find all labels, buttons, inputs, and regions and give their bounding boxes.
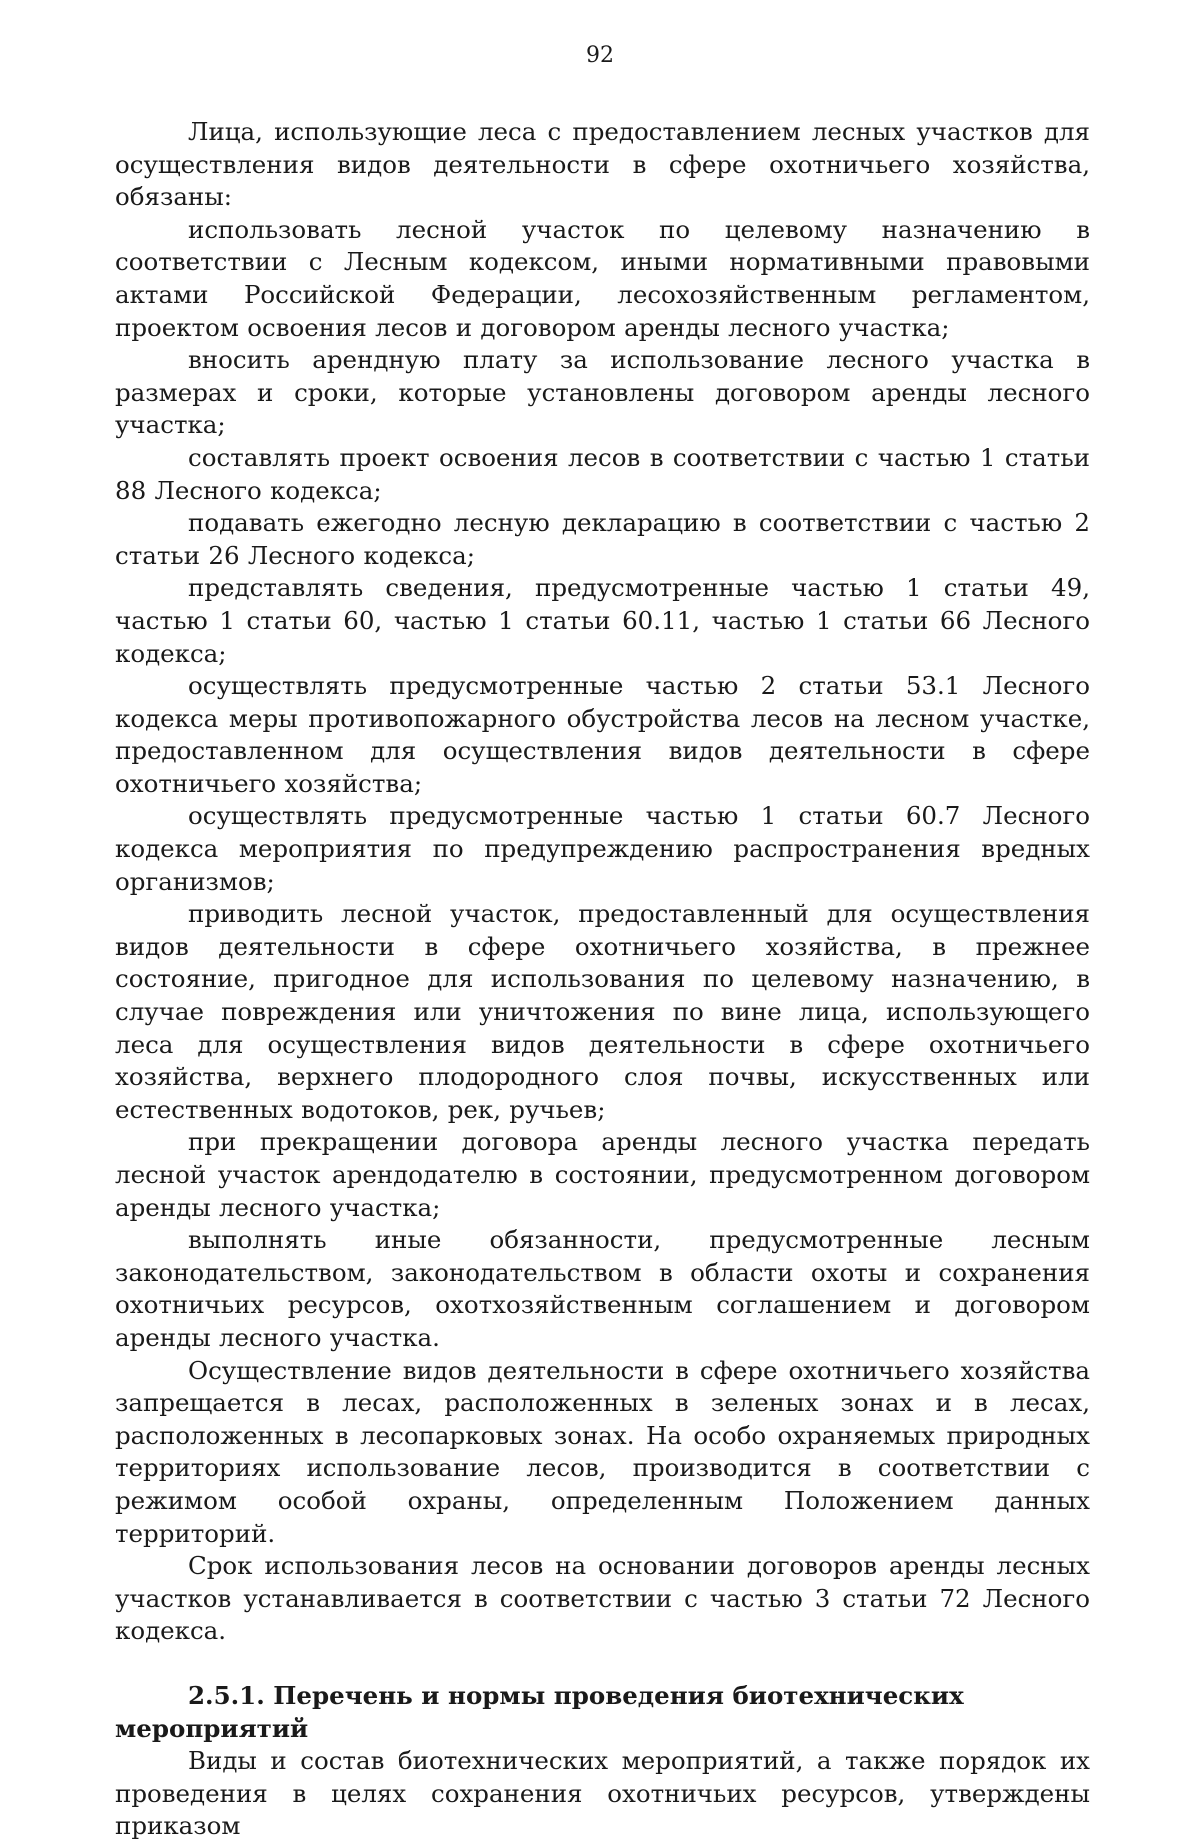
page-number: 92 — [586, 43, 614, 68]
section-heading: 2.5.1. Перечень и нормы проведения биотехнических мероприятий — [115, 1680, 964, 1743]
paragraph: вносить арендную плату за использование лесного участка в размерах и сроки, которые установлены договором аренды лесного участка; — [115, 345, 1090, 440]
paragraph: выполнять иные обязанности, предусмотренные лесным законодательством, законодательством в области охоты и сохранения охотничьих ресурсов, охотхозяйственным соглашением и договором аренды лесного участка. — [115, 1225, 1090, 1352]
paragraph: подавать ежегодно лесную декларацию в соответствии с частью 2 статьи 26 Лесного кодекса; — [115, 508, 1090, 570]
paragraph: осуществлять предусмотренные частью 1 статьи 60.7 Лесного кодекса мероприятия по предупреждению распространения вредных организмов; — [115, 801, 1090, 896]
paragraph: осуществлять предусмотренные частью 2 статьи 53.1 Лесного кодекса меры противопожарного обустройства лесов на лесном участке, предоставленном для осуществления видов деятельности в сфере охотничьего хозяйства; — [115, 671, 1090, 798]
paragraph: приводить лесной участок, предоставленный для осуществления видов деятельности в сфере охотничьего хозяйства, в прежнее состояние, пригодное для использования по целевому назначению, в случае повреждения или уничтожения по вине лица, использующего леса для осуществления видов деятельности в сфере охотничьего хозяйства, верхнего плодородного слоя почвы, искусственных или естественных водотоков, рек, ручьев; — [115, 899, 1090, 1124]
paragraph: составлять проект освоения лесов в соответствии с частью 1 статьи 88 Лесного кодекса; — [115, 442, 1090, 505]
paragraph: при прекращении договора аренды лесного участка передать лесной участок арендодателю в состоянии, предусмотренном договором аренды лесного участка; — [115, 1127, 1090, 1222]
paragraph: представлять сведения, предусмотренные частью 1 статьи 49, частью 1 статьи 60, частью 1 статьи 60.11, частью 1 статьи 66 Лесного кодекса; — [115, 573, 1090, 668]
paragraph: Лица, использующие леса с предоставлением лесных участков для осуществления видов деятельности в сфере охотничьего хозяйства, обязаны: — [115, 117, 1090, 212]
paragraph: Срок использования лесов на основании договоров аренды лесных участков устанавливается в соответствии с частью 3 статьи 72 Лесного кодекса. — [115, 1551, 1090, 1646]
paragraph: Осуществление видов деятельности в сфере охотничьего хозяйства запрещается в лесах, расположенных в зеленых зонах и в лесах, расположенных в лесопарковых зонах. На особо охраняемых природных территориях использование лесов, производится в соответствии с режимом особой охраны, определенным Положением данных территорий. — [115, 1355, 1090, 1548]
page-body — [115, 116, 1090, 1843]
paragraph: использовать лесной участок по целевому назначению в соответствии с Лесным кодексом, иными нормативными правовыми актами Российской Федерации, лесохозяйственным регламентом, проектом освоения лесов и договором аренды лесного участка; — [115, 214, 1090, 342]
paragraph: Виды и состав биотехнических мероприятий, а также порядок их проведения в целях сохранения охотничьих ресурсов, утверждены приказом — [115, 1746, 1090, 1841]
